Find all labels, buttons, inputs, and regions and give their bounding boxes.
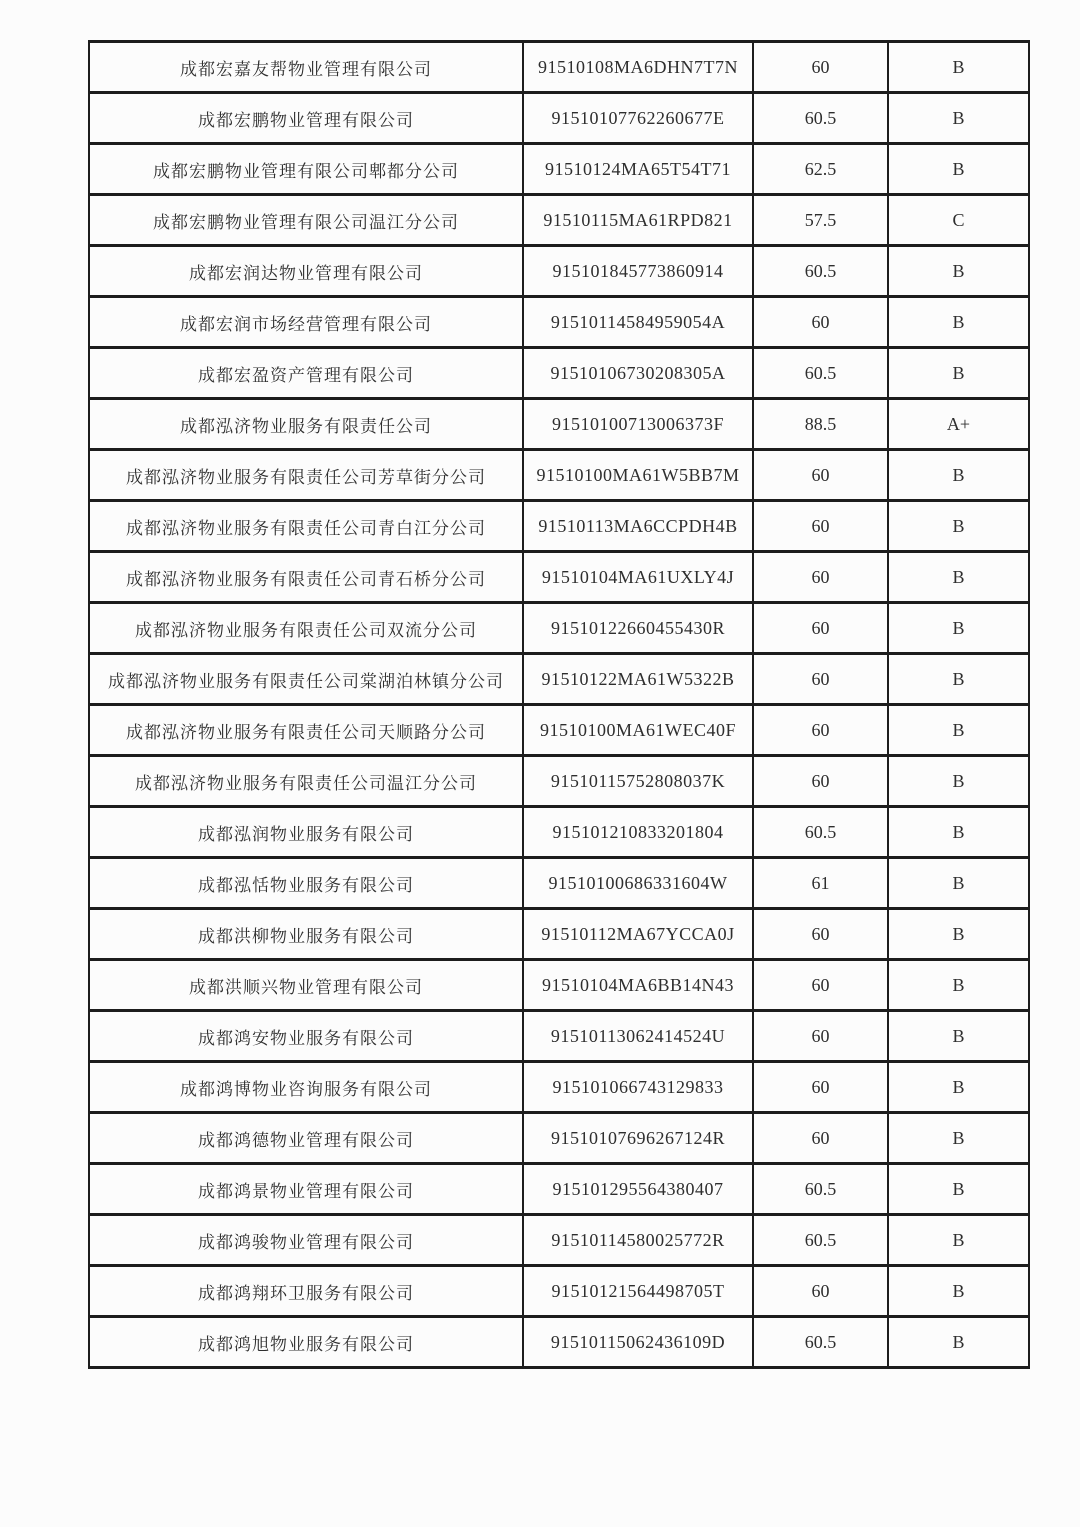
grade-cell: B: [888, 1266, 1029, 1317]
company-name-cell: 成都鸿博物业咨询服务有限公司: [89, 1062, 523, 1113]
table-row: [89, 1266, 1029, 1317]
table-row: [89, 1062, 1029, 1113]
company-name-cell: 成都泓济物业服务有限责任公司青白江分公司: [89, 501, 523, 552]
credit-code-cell: 91510115752808037K: [523, 756, 753, 807]
company-name-cell: 成都宏润达物业管理有限公司: [89, 246, 523, 297]
company-name-cell: 成都鸿旭物业服务有限公司: [89, 1317, 523, 1368]
credit-code-cell: 91510100686331604W: [523, 858, 753, 909]
table-row: [89, 1215, 1029, 1266]
score-cell: 60: [753, 654, 888, 705]
table-row: [89, 450, 1029, 501]
company-name-cell: 成都鸿德物业管理有限公司: [89, 1113, 523, 1164]
table-row: [89, 399, 1029, 450]
score-cell: 60: [753, 1011, 888, 1062]
score-cell: 62.5: [753, 144, 888, 195]
score-cell: 60.5: [753, 348, 888, 399]
company-name-cell: 成都洪柳物业服务有限公司: [89, 909, 523, 960]
company-name-cell: 成都宏嘉友帮物业管理有限公司: [89, 42, 523, 93]
grade-cell: B: [888, 450, 1029, 501]
grade-cell: B: [888, 42, 1029, 93]
credit-code-cell: 91510104MA61UXLY4J: [523, 552, 753, 603]
company-name-cell: 成都鸿骏物业管理有限公司: [89, 1215, 523, 1266]
table-row: [89, 603, 1029, 654]
table-row: [89, 552, 1029, 603]
score-cell: 60: [753, 756, 888, 807]
grade-cell: B: [888, 705, 1029, 756]
credit-code-cell: 91510122660455430R: [523, 603, 753, 654]
credit-code-cell: 915101295564380407: [523, 1164, 753, 1215]
company-name-cell: 成都泓济物业服务有限责任公司芳草街分公司: [89, 450, 523, 501]
grade-cell: B: [888, 348, 1029, 399]
table-row: [89, 348, 1029, 399]
company-name-cell: 成都洪顺兴物业管理有限公司: [89, 960, 523, 1011]
company-name-cell: 成都鸿翔环卫服务有限公司: [89, 1266, 523, 1317]
table-row: [89, 1164, 1029, 1215]
company-name-cell: 成都宏鹏物业管理有限公司: [89, 93, 523, 144]
company-name-cell: 成都泓济物业服务有限责任公司: [89, 399, 523, 450]
grade-cell: B: [888, 654, 1029, 705]
score-cell: 60: [753, 450, 888, 501]
company-name-cell: 成都鸿景物业管理有限公司: [89, 1164, 523, 1215]
score-cell: 61: [753, 858, 888, 909]
grade-cell: B: [888, 1011, 1029, 1062]
credit-code-cell: 915101066743129833: [523, 1062, 753, 1113]
credit-code-cell: 91510106730208305A: [523, 348, 753, 399]
score-cell: 60: [753, 960, 888, 1011]
grade-cell: B: [888, 501, 1029, 552]
company-name-cell: 成都泓济物业服务有限责任公司双流分公司: [89, 603, 523, 654]
company-name-cell: 成都泓济物业服务有限责任公司温江分公司: [89, 756, 523, 807]
grade-cell: B: [888, 1164, 1029, 1215]
score-cell: 60: [753, 1113, 888, 1164]
company-name-cell: 成都泓恬物业服务有限公司: [89, 858, 523, 909]
grade-cell: B: [888, 297, 1029, 348]
grade-cell: B: [888, 603, 1029, 654]
table-row: [89, 858, 1029, 909]
grade-cell: B: [888, 960, 1029, 1011]
table-row: [89, 93, 1029, 144]
grade-cell: B: [888, 858, 1029, 909]
credit-code-cell: 915101845773860914: [523, 246, 753, 297]
credit-code-cell: 91510113062414524U: [523, 1011, 753, 1062]
credit-code-cell: 91510114584959054A: [523, 297, 753, 348]
score-cell: 60: [753, 603, 888, 654]
score-cell: 60: [753, 909, 888, 960]
score-cell: 60: [753, 1266, 888, 1317]
company-name-cell: 成都宏鹏物业管理有限公司郫都分公司: [89, 144, 523, 195]
company-name-cell: 成都鸿安物业服务有限公司: [89, 1011, 523, 1062]
grade-cell: B: [888, 144, 1029, 195]
score-cell: 88.5: [753, 399, 888, 450]
grade-cell: B: [888, 552, 1029, 603]
score-cell: 57.5: [753, 195, 888, 246]
credit-code-cell: 91510100713006373F: [523, 399, 753, 450]
score-cell: 60.5: [753, 246, 888, 297]
score-cell: 60: [753, 501, 888, 552]
company-name-cell: 成都宏润市场经营管理有限公司: [89, 297, 523, 348]
grade-cell: B: [888, 807, 1029, 858]
table-row: [89, 501, 1029, 552]
score-cell: 60: [753, 42, 888, 93]
credit-code-cell: 91510115MA61RPD821: [523, 195, 753, 246]
score-cell: 60: [753, 297, 888, 348]
table-row: [89, 705, 1029, 756]
table-row: [89, 960, 1029, 1011]
table-row: [89, 42, 1029, 93]
table-row: [89, 144, 1029, 195]
table-row: [89, 1011, 1029, 1062]
grade-cell: B: [888, 1113, 1029, 1164]
company-name-cell: 成都宏鹏物业管理有限公司温江分公司: [89, 195, 523, 246]
company-name-cell: 成都泓润物业服务有限公司: [89, 807, 523, 858]
grade-cell: B: [888, 93, 1029, 144]
credit-code-cell: 915101210833201804: [523, 807, 753, 858]
grade-cell: B: [888, 909, 1029, 960]
score-cell: 60.5: [753, 93, 888, 144]
credit-code-cell: 91510107762260677E: [523, 93, 753, 144]
credit-code-cell: 91510112MA67YCCA0J: [523, 909, 753, 960]
company-name-cell: 成都泓济物业服务有限责任公司天顺路分公司: [89, 705, 523, 756]
company-name-cell: 成都泓济物业服务有限责任公司青石桥分公司: [89, 552, 523, 603]
table-row: [89, 195, 1029, 246]
table-row: [89, 654, 1029, 705]
score-cell: 60.5: [753, 1215, 888, 1266]
score-cell: 60.5: [753, 1164, 888, 1215]
credit-code-cell: 91510115062436109D: [523, 1317, 753, 1368]
grade-cell: C: [888, 195, 1029, 246]
table-row: [89, 246, 1029, 297]
credit-code-cell: 91510100MA61W5BB7M: [523, 450, 753, 501]
credit-code-cell: 91510108MA6DHN7T7N: [523, 42, 753, 93]
company-name-cell: 成都泓济物业服务有限责任公司棠湖泊林镇分公司: [89, 654, 523, 705]
table-row: [89, 1317, 1029, 1368]
credit-code-cell: 91510121564498705T: [523, 1266, 753, 1317]
score-cell: 60.5: [753, 1317, 888, 1368]
grade-cell: B: [888, 1317, 1029, 1368]
table-row: [89, 807, 1029, 858]
grade-cell: A+: [888, 399, 1029, 450]
score-cell: 60: [753, 705, 888, 756]
score-cell: 60: [753, 1062, 888, 1113]
grade-cell: B: [888, 756, 1029, 807]
table-row: [89, 1113, 1029, 1164]
rating-table-body: [89, 42, 1029, 1368]
company-rating-table: [88, 40, 1030, 1369]
credit-code-cell: 91510104MA6BB14N43: [523, 960, 753, 1011]
table-row: [89, 297, 1029, 348]
table-row: [89, 756, 1029, 807]
company-name-cell: 成都宏盈资产管理有限公司: [89, 348, 523, 399]
credit-code-cell: 91510114580025772R: [523, 1215, 753, 1266]
grade-cell: B: [888, 1062, 1029, 1113]
grade-cell: B: [888, 1215, 1029, 1266]
credit-code-cell: 91510122MA61W5322B: [523, 654, 753, 705]
credit-code-cell: 91510124MA65T54T71: [523, 144, 753, 195]
credit-code-cell: 91510107696267124R: [523, 1113, 753, 1164]
grade-cell: B: [888, 246, 1029, 297]
table-row: [89, 909, 1029, 960]
credit-code-cell: 91510113MA6CCPDH4B: [523, 501, 753, 552]
score-cell: 60: [753, 552, 888, 603]
score-cell: 60.5: [753, 807, 888, 858]
credit-code-cell: 91510100MA61WEC40F: [523, 705, 753, 756]
